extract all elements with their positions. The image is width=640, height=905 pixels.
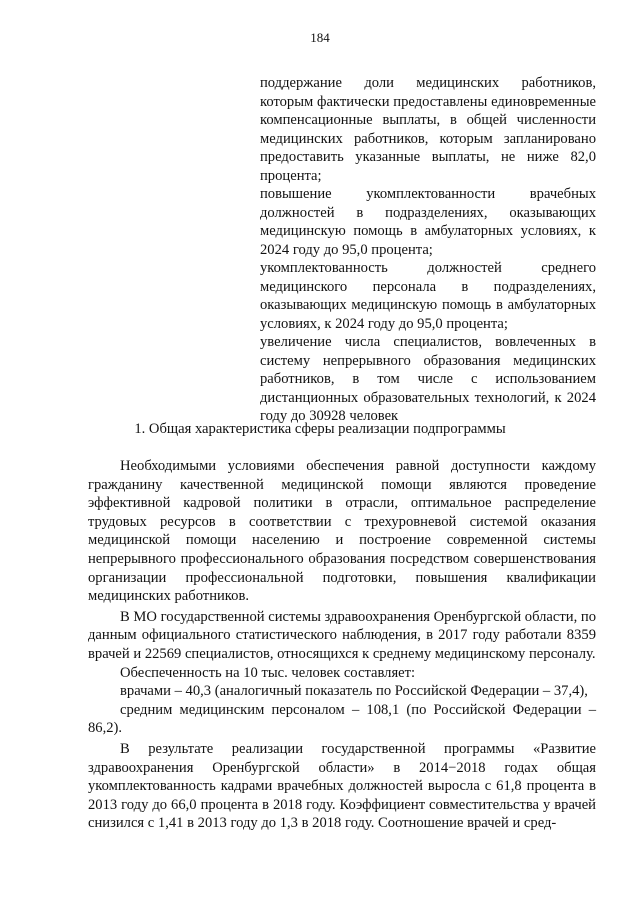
- target-item: увеличение числа специалистов, вовлеченных в систему непрерывного образования медицинских работников, в том числе с использованием дистанционных образовательных технологий, к 2024 году до 30928 человек: [260, 334, 596, 424]
- paragraph: средним медицинским персоналом – 108,1 (по Российской Федерации – 86,2).: [88, 701, 596, 737]
- paragraph: врачами – 40,3 (аналогичный показатель по Российской Федерации – 37,4),: [120, 683, 588, 700]
- section-heading: 1. Общая характеристика сферы реализации подпрограммы: [134, 421, 506, 437]
- target-indicators-block: [260, 74, 596, 426]
- target-item: укомплектованность должностей среднего медицинского персонала в подразделениях, оказывающих медицинскую помощь в амбулаторных условиях, к 2024 году до 95,0 процента;: [260, 260, 596, 332]
- paragraph: В МО государственной системы здравоохранения Оренбургской области, по данным официального статистического наблюдения, в 2017 году работали 8359 врачей и 22569 специалистов, относящихся к среднему медицинскому персоналу.: [88, 608, 596, 662]
- paragraph: В результате реализации государственной программы «Развитие здравоохранения Оренбургской области» в 2014−2018 годах общая укомплектованность кадрами врачебных должностей выросла с 61,8 процента в 2013 году до 66,0 процента в 2018 году. Коэффициент совместительства у врачей снизился с 1,41 в 2013 году до 1,3 в 2018 году. Соотношение врачей и сред-: [88, 740, 596, 832]
- target-item: повышение укомплектованности врачебных должностей в подразделениях, оказывающих медицинскую помощь в амбулаторных условиях, к 2024 году до 95,0 процента;: [260, 186, 596, 258]
- paragraph: Необходимыми условиями обеспечения равной доступности каждому гражданину качественной медицинской помощи являются проведение эффективной кадровой политики в отрасли, оптимальное распределение трудовых ресурсов в соответствии с трехуровневой системой оказания медицинской помощи населению и построение современной системы непрерывного профессионального образования посредством совершенствования организации профессиональной подготовки, повышения квалификации медицинских работников.: [88, 458, 596, 605]
- paragraph: Обеспеченность на 10 тыс. человек составляет:: [120, 664, 416, 681]
- page-number: 184: [310, 30, 330, 45]
- target-item: поддержание доли медицинских работников, которым фактически предоставлены единовременные компенсационные выплаты, в общей численности медицинских работников, которым запланировано предоставить указанные выплаты, не ниже 82,0 процента;: [260, 75, 596, 184]
- body-text: [88, 457, 596, 833]
